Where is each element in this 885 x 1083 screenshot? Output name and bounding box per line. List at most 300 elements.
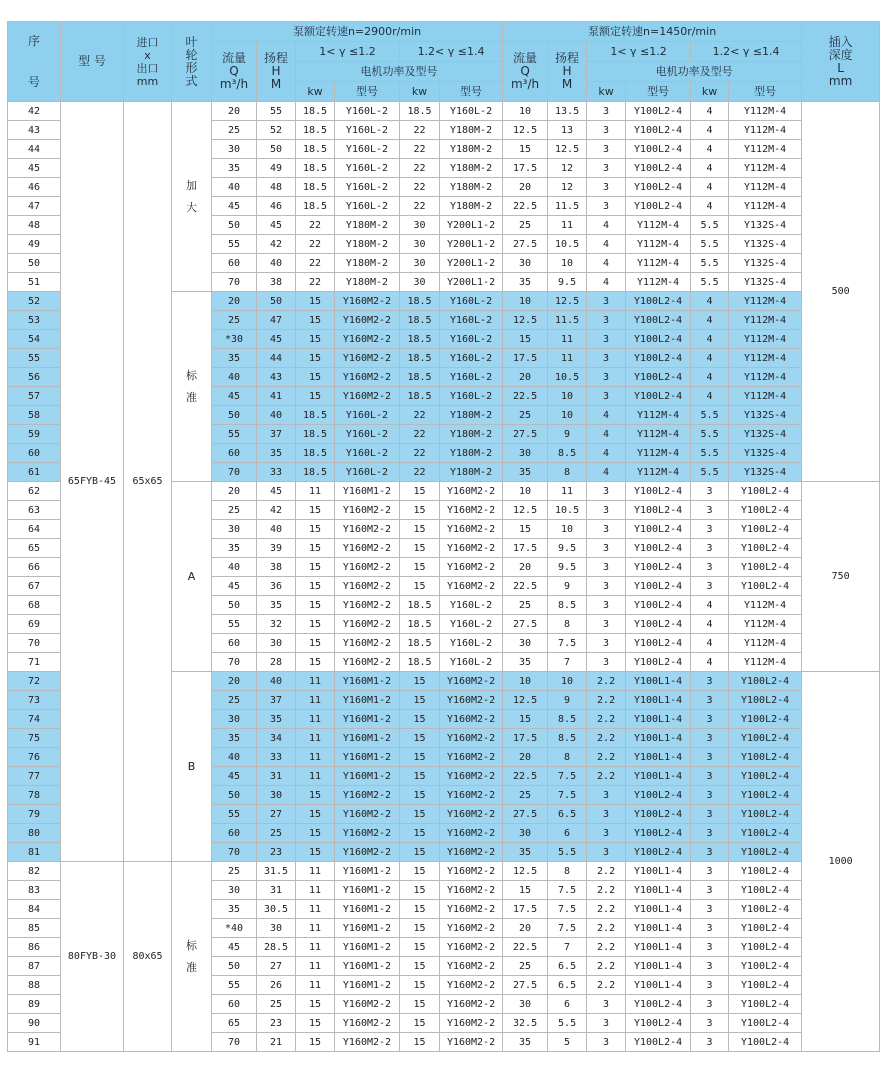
cell-type-2900-b: Y160L-2 <box>440 368 503 387</box>
cell-type-2900-a: Y160M2-2 <box>335 520 400 539</box>
cell-seq: 55 <box>8 349 61 368</box>
cell-head-1450: 7.5 <box>548 900 587 919</box>
cell-flow: 25 <box>212 862 257 881</box>
cell-kw-2900-b: 18.5 <box>400 330 440 349</box>
cell-seq: 71 <box>8 653 61 672</box>
cell-flow-1450: 20 <box>503 748 548 767</box>
cell-type-1450-b: Y112M-4 <box>729 653 802 672</box>
cell-flow: 35 <box>212 900 257 919</box>
cell-type-2900-a: Y160M2-2 <box>335 501 400 520</box>
cell-type-2900-a: Y160L-2 <box>335 140 400 159</box>
cell-kw-2900-b: 18.5 <box>400 615 440 634</box>
cell-type-2900-a: Y160M1-2 <box>335 767 400 786</box>
cell-flow: 50 <box>212 957 257 976</box>
cell-head-1450: 9 <box>548 425 587 444</box>
cell-type-1450-b: Y100L2-4 <box>729 577 802 596</box>
cell-type-1450-a: Y112M-4 <box>626 425 691 444</box>
cell-seq: 78 <box>8 786 61 805</box>
cell-type-1450-b: Y100L2-4 <box>729 1014 802 1033</box>
cell-flow: 35 <box>212 159 257 178</box>
cell-type-2900-b: Y160M2-2 <box>440 843 503 862</box>
cell-flow-1450: 15 <box>503 520 548 539</box>
cell-type-2900-a: Y160L-2 <box>335 425 400 444</box>
cell-kw-1450-a: 2.2 <box>587 976 626 995</box>
cell-type-1450-b: Y100L2-4 <box>729 520 802 539</box>
cell-type-2900-b: Y180M-2 <box>440 463 503 482</box>
cell-kw-1450-a: 3 <box>587 311 626 330</box>
depth-cell: 1000 <box>802 672 880 1052</box>
cell-flow-1450: 17.5 <box>503 539 548 558</box>
cell-kw-2900-a: 15 <box>296 615 335 634</box>
cell-kw-2900-b: 18.5 <box>400 387 440 406</box>
header-kw: kw <box>296 82 335 102</box>
cell-kw-2900-a: 15 <box>296 824 335 843</box>
cell-kw-2900-b: 15 <box>400 919 440 938</box>
header-motor-1450: 电机功率及型号 <box>587 62 802 82</box>
cell-seq: 89 <box>8 995 61 1014</box>
cell-kw-1450-b: 3 <box>691 900 729 919</box>
cell-head: 50 <box>257 292 296 311</box>
cell-type-1450-b: Y112M-4 <box>729 311 802 330</box>
header-inout-l1: 进口 <box>136 35 159 49</box>
cell-kw-2900-b: 15 <box>400 957 440 976</box>
cell-head: 30.5 <box>257 900 296 919</box>
cell-type-1450-a: Y100L2-4 <box>626 1014 691 1033</box>
cell-flow-1450: 20 <box>503 558 548 577</box>
cell-kw-2900-b: 15 <box>400 995 440 1014</box>
impeller-label: A <box>187 569 196 583</box>
cell-kw-1450-a: 3 <box>587 197 626 216</box>
header-depth-l4: mm <box>828 73 853 88</box>
cell-type-2900-a: Y160M2-2 <box>335 292 400 311</box>
cell-head-1450: 11 <box>548 216 587 235</box>
header-speed-1450: 泵额定转速n=1450r/min <box>503 22 802 42</box>
cell-kw-1450-a: 3 <box>587 634 626 653</box>
cell-type-1450-a: Y100L1-4 <box>626 919 691 938</box>
cell-kw-1450-a: 2.2 <box>587 900 626 919</box>
cell-kw-2900-b: 30 <box>400 235 440 254</box>
cell-type-1450-a: Y100L1-4 <box>626 710 691 729</box>
cell-head: 48 <box>257 178 296 197</box>
cell-kw-2900-a: 15 <box>296 539 335 558</box>
cell-kw-2900-a: 15 <box>296 843 335 862</box>
cell-type-2900-a: Y160M2-2 <box>335 577 400 596</box>
cell-kw-1450-b: 4 <box>691 121 729 140</box>
cell-head: 30 <box>257 919 296 938</box>
cell-type-1450-a: Y100L1-4 <box>626 900 691 919</box>
cell-head: 27 <box>257 805 296 824</box>
header-inout-l4: mm <box>136 74 159 88</box>
cell-type-2900-b: Y160M2-2 <box>440 501 503 520</box>
cell-kw-1450-b: 3 <box>691 767 729 786</box>
cell-kw-1450-a: 3 <box>587 596 626 615</box>
cell-kw-2900-a: 22 <box>296 235 335 254</box>
cell-type-1450-a: Y100L1-4 <box>626 881 691 900</box>
cell-kw-1450-a: 3 <box>587 349 626 368</box>
cell-flow: 70 <box>212 463 257 482</box>
cell-head-1450: 5.5 <box>548 843 587 862</box>
cell-kw-2900-a: 15 <box>296 596 335 615</box>
cell-kw-2900-a: 15 <box>296 1014 335 1033</box>
cell-flow: 65 <box>212 1014 257 1033</box>
cell-type-2900-a: Y180M-2 <box>335 235 400 254</box>
cell-head: 26 <box>257 976 296 995</box>
cell-seq: 61 <box>8 463 61 482</box>
cell-type-2900-a: Y160M2-2 <box>335 330 400 349</box>
cell-kw-2900-b: 15 <box>400 710 440 729</box>
header-head-symbol: H <box>271 64 281 78</box>
cell-type-1450-b: Y100L2-4 <box>729 862 802 881</box>
cell-seq: 88 <box>8 976 61 995</box>
cell-seq: 84 <box>8 900 61 919</box>
cell-type-1450-b: Y132S-4 <box>729 273 802 292</box>
cell-head: 36 <box>257 577 296 596</box>
cell-seq: 86 <box>8 938 61 957</box>
cell-seq: 58 <box>8 406 61 425</box>
cell-type-2900-b: Y180M-2 <box>440 425 503 444</box>
spec-table-container <box>7 21 878 1052</box>
cell-head-1450: 11 <box>548 330 587 349</box>
cell-kw-2900-b: 22 <box>400 178 440 197</box>
cell-head: 45 <box>257 330 296 349</box>
cell-head-1450: 8 <box>548 463 587 482</box>
cell-type-2900-b: Y160M2-2 <box>440 672 503 691</box>
cell-kw-1450-a: 3 <box>587 178 626 197</box>
cell-seq: 56 <box>8 368 61 387</box>
cell-type-1450-b: Y112M-4 <box>729 121 802 140</box>
cell-seq: 77 <box>8 767 61 786</box>
cell-head-1450: 8 <box>548 862 587 881</box>
cell-type-1450-a: Y100L1-4 <box>626 957 691 976</box>
cell-seq: 50 <box>8 254 61 273</box>
cell-kw-2900-a: 18.5 <box>296 406 335 425</box>
cell-head-1450: 12 <box>548 159 587 178</box>
cell-kw-1450-b: 3 <box>691 995 729 1014</box>
cell-kw-2900-b: 15 <box>400 729 440 748</box>
cell-type-1450-b: Y132S-4 <box>729 463 802 482</box>
cell-kw-1450-a: 2.2 <box>587 862 626 881</box>
cell-flow-1450: 15 <box>503 881 548 900</box>
cell-flow-1450: 12.5 <box>503 862 548 881</box>
cell-kw-1450-a: 2.2 <box>587 957 626 976</box>
header-impeller-l1: 叶 <box>185 34 198 49</box>
cell-flow: 55 <box>212 976 257 995</box>
cell-kw-1450-b: 3 <box>691 881 729 900</box>
cell-kw-1450-a: 2.2 <box>587 881 626 900</box>
cell-type-1450-b: Y100L2-4 <box>729 1033 802 1052</box>
cell-type-2900-a: Y180M-2 <box>335 216 400 235</box>
cell-flow: 50 <box>212 596 257 615</box>
cell-flow-1450: 22.5 <box>503 938 548 957</box>
cell-kw-1450-b: 4 <box>691 140 729 159</box>
cell-type-1450-b: Y112M-4 <box>729 387 802 406</box>
cell-kw-2900-b: 15 <box>400 881 440 900</box>
cell-kw-1450-b: 4 <box>691 349 729 368</box>
cell-flow-1450: 35 <box>503 463 548 482</box>
cell-kw-2900-a: 15 <box>296 995 335 1014</box>
cell-flow-1450: 35 <box>503 653 548 672</box>
cell-type-1450-a: Y100L2-4 <box>626 292 691 311</box>
cell-type-1450-a: Y100L1-4 <box>626 672 691 691</box>
cell-kw-2900-b: 15 <box>400 767 440 786</box>
cell-kw-1450-b: 4 <box>691 634 729 653</box>
header-head-1450 <box>548 42 587 102</box>
cell-kw-2900-a: 11 <box>296 767 335 786</box>
header-inout-l2: x <box>144 48 151 62</box>
cell-kw-1450-b: 4 <box>691 653 729 672</box>
cell-flow: 55 <box>212 615 257 634</box>
cell-type-1450-a: Y100L2-4 <box>626 178 691 197</box>
cell-type-2900-a: Y160L-2 <box>335 159 400 178</box>
cell-type-1450-a: Y112M-4 <box>626 444 691 463</box>
cell-flow: 30 <box>212 710 257 729</box>
cell-type-2900-a: Y160L-2 <box>335 121 400 140</box>
impeller-cell <box>172 292 212 482</box>
cell-type-2900-a: Y160M2-2 <box>335 1014 400 1033</box>
cell-kw-1450-a: 3 <box>587 159 626 178</box>
cell-flow: 60 <box>212 254 257 273</box>
cell-type-1450-b: Y100L2-4 <box>729 919 802 938</box>
cell-type-1450-a: Y100L2-4 <box>626 159 691 178</box>
cell-kw-2900-a: 15 <box>296 387 335 406</box>
impeller-label: B <box>187 759 196 773</box>
cell-kw-2900-a: 18.5 <box>296 463 335 482</box>
cell-head: 35 <box>257 444 296 463</box>
cell-head-1450: 11.5 <box>548 197 587 216</box>
cell-flow: 25 <box>212 501 257 520</box>
cell-head-1450: 6.5 <box>548 976 587 995</box>
cell-head-1450: 7.5 <box>548 786 587 805</box>
cell-kw-2900-b: 22 <box>400 463 440 482</box>
impeller-cell <box>172 862 212 1052</box>
cell-kw-2900-b: 18.5 <box>400 349 440 368</box>
cell-kw-2900-a: 11 <box>296 748 335 767</box>
cell-type-2900-a: Y160M1-2 <box>335 919 400 938</box>
cell-kw-2900-b: 30 <box>400 273 440 292</box>
cell-type-2900-b: Y160M2-2 <box>440 805 503 824</box>
cell-kw-2900-b: 15 <box>400 501 440 520</box>
header-type: 型号 <box>335 82 400 102</box>
header-range1-2900: 1< γ ≤1.2 <box>296 42 400 62</box>
cell-kw-1450-a: 4 <box>587 235 626 254</box>
cell-flow-1450: 32.5 <box>503 1014 548 1033</box>
cell-seq: 66 <box>8 558 61 577</box>
cell-head-1450: 5 <box>548 1033 587 1052</box>
cell-flow: 60 <box>212 995 257 1014</box>
cell-seq: 62 <box>8 482 61 501</box>
cell-head: 55 <box>257 102 296 121</box>
cell-type-2900-b: Y160L-2 <box>440 349 503 368</box>
cell-kw-2900-a: 15 <box>296 653 335 672</box>
cell-flow-1450: 12.5 <box>503 691 548 710</box>
cell-flow: 50 <box>212 406 257 425</box>
cell-kw-2900-a: 11 <box>296 900 335 919</box>
cell-type-1450-b: Y112M-4 <box>729 596 802 615</box>
cell-type-2900-b: Y160M2-2 <box>440 1033 503 1052</box>
cell-type-2900-a: Y160M1-2 <box>335 672 400 691</box>
cell-head-1450: 7.5 <box>548 634 587 653</box>
cell-flow: 25 <box>212 311 257 330</box>
cell-seq: 46 <box>8 178 61 197</box>
cell-type-2900-b: Y160M2-2 <box>440 957 503 976</box>
cell-kw-1450-a: 3 <box>587 805 626 824</box>
cell-type-2900-b: Y160L-2 <box>440 311 503 330</box>
cell-kw-1450-a: 3 <box>587 102 626 121</box>
cell-type-2900-a: Y160M2-2 <box>335 634 400 653</box>
header-kw: kw <box>400 82 440 102</box>
cell-head: 33 <box>257 463 296 482</box>
cell-type-1450-a: Y100L2-4 <box>626 197 691 216</box>
cell-type-1450-a: Y100L2-4 <box>626 558 691 577</box>
cell-head: 47 <box>257 311 296 330</box>
cell-type-2900-b: Y160M2-2 <box>440 786 503 805</box>
header-flow-2900 <box>212 42 257 102</box>
cell-kw-2900-b: 18.5 <box>400 653 440 672</box>
cell-type-1450-a: Y100L2-4 <box>626 349 691 368</box>
cell-type-2900-b: Y160M2-2 <box>440 881 503 900</box>
cell-head-1450: 12 <box>548 178 587 197</box>
cell-kw-2900-b: 15 <box>400 824 440 843</box>
header-seq <box>8 22 61 102</box>
cell-kw-2900-b: 15 <box>400 539 440 558</box>
cell-seq: 43 <box>8 121 61 140</box>
cell-kw-1450-b: 3 <box>691 938 729 957</box>
cell-kw-2900-b: 15 <box>400 805 440 824</box>
cell-head: 41 <box>257 387 296 406</box>
cell-head-1450: 9 <box>548 577 587 596</box>
cell-flow-1450: 27.5 <box>503 805 548 824</box>
cell-type-2900-a: Y160L-2 <box>335 197 400 216</box>
cell-kw-1450-b: 4 <box>691 368 729 387</box>
cell-kw-1450-a: 3 <box>587 558 626 577</box>
cell-kw-2900-a: 15 <box>296 805 335 824</box>
cell-type-2900-a: Y160M2-2 <box>335 539 400 558</box>
cell-kw-2900-a: 11 <box>296 729 335 748</box>
cell-type-1450-a: Y100L2-4 <box>626 102 691 121</box>
cell-head: 31 <box>257 881 296 900</box>
cell-type-1450-b: Y112M-4 <box>729 178 802 197</box>
cell-head-1450: 8.5 <box>548 444 587 463</box>
cell-head-1450: 7 <box>548 653 587 672</box>
cell-flow-1450: 35 <box>503 1033 548 1052</box>
cell-flow-1450: 12.5 <box>503 501 548 520</box>
cell-flow: *40 <box>212 919 257 938</box>
impeller-label: 标准 <box>186 938 197 974</box>
cell-seq: 75 <box>8 729 61 748</box>
cell-flow-1450: 17.5 <box>503 349 548 368</box>
cell-kw-1450-b: 4 <box>691 159 729 178</box>
cell-type-1450-a: Y100L2-4 <box>626 520 691 539</box>
cell-kw-1450-b: 5.5 <box>691 235 729 254</box>
cell-type-2900-a: Y160M1-2 <box>335 881 400 900</box>
header-depth-l1: 插入 <box>828 34 853 49</box>
cell-flow-1450: 22.5 <box>503 197 548 216</box>
cell-head-1450: 6 <box>548 824 587 843</box>
cell-kw-1450-a: 3 <box>587 995 626 1014</box>
cell-type-1450-a: Y100L2-4 <box>626 805 691 824</box>
cell-flow-1450: 30 <box>503 254 548 273</box>
cell-kw-2900-b: 15 <box>400 691 440 710</box>
cell-seq: 67 <box>8 577 61 596</box>
cell-kw-2900-a: 18.5 <box>296 444 335 463</box>
cell-seq: 47 <box>8 197 61 216</box>
cell-type-1450-a: Y112M-4 <box>626 406 691 425</box>
cell-seq: 79 <box>8 805 61 824</box>
cell-kw-1450-b: 3 <box>691 672 729 691</box>
cell-head-1450: 13 <box>548 121 587 140</box>
cell-type-2900-b: Y160L-2 <box>440 292 503 311</box>
cell-flow: 50 <box>212 786 257 805</box>
cell-head: 39 <box>257 539 296 558</box>
cell-type-2900-b: Y160M2-2 <box>440 1014 503 1033</box>
cell-kw-1450-a: 2.2 <box>587 938 626 957</box>
cell-seq: 53 <box>8 311 61 330</box>
header-depth-l2: 深度 <box>828 47 853 62</box>
cell-flow-1450: 10 <box>503 482 548 501</box>
cell-kw-1450-a: 3 <box>587 140 626 159</box>
cell-type-2900-a: Y160M1-2 <box>335 748 400 767</box>
cell-head-1450: 11.5 <box>548 311 587 330</box>
cell-kw-2900-b: 18.5 <box>400 292 440 311</box>
cell-head-1450: 7.5 <box>548 919 587 938</box>
cell-type-2900-b: Y160M2-2 <box>440 539 503 558</box>
cell-flow: 40 <box>212 748 257 767</box>
cell-type-1450-b: Y112M-4 <box>729 140 802 159</box>
cell-flow-1450: 15 <box>503 140 548 159</box>
cell-type-1450-a: Y100L2-4 <box>626 843 691 862</box>
cell-type-2900-b: Y160M2-2 <box>440 767 503 786</box>
cell-kw-1450-b: 3 <box>691 710 729 729</box>
cell-head: 42 <box>257 501 296 520</box>
cell-kw-1450-b: 3 <box>691 501 729 520</box>
cell-head-1450: 8.5 <box>548 596 587 615</box>
table-body <box>8 102 880 1052</box>
impeller-cell <box>172 672 212 862</box>
cell-type-1450-b: Y100L2-4 <box>729 843 802 862</box>
cell-seq: 69 <box>8 615 61 634</box>
impeller-label: 加大 <box>186 178 197 214</box>
header-kw: kw <box>691 82 729 102</box>
cell-kw-2900-a: 11 <box>296 710 335 729</box>
cell-flow: 35 <box>212 539 257 558</box>
cell-flow-1450: 17.5 <box>503 159 548 178</box>
cell-seq: 76 <box>8 748 61 767</box>
cell-kw-1450-b: 3 <box>691 520 729 539</box>
cell-type-1450-a: Y100L1-4 <box>626 938 691 957</box>
cell-head: 32 <box>257 615 296 634</box>
cell-kw-1450-b: 3 <box>691 824 729 843</box>
cell-type-2900-b: Y180M-2 <box>440 197 503 216</box>
cell-flow: 60 <box>212 634 257 653</box>
cell-type-1450-a: Y100L2-4 <box>626 539 691 558</box>
header-head-label: 扬程 <box>263 51 288 65</box>
cell-kw-1450-a: 3 <box>587 824 626 843</box>
cell-type-1450-a: Y100L2-4 <box>626 1033 691 1052</box>
cell-type-1450-a: Y100L1-4 <box>626 691 691 710</box>
cell-kw-2900-b: 22 <box>400 406 440 425</box>
cell-kw-2900-a: 18.5 <box>296 102 335 121</box>
cell-flow-1450: 20 <box>503 178 548 197</box>
cell-kw-1450-a: 2.2 <box>587 691 626 710</box>
depth-cell: 500 <box>802 102 880 482</box>
cell-kw-1450-b: 5.5 <box>691 463 729 482</box>
cell-head-1450: 10 <box>548 520 587 539</box>
cell-kw-2900-a: 18.5 <box>296 121 335 140</box>
cell-flow-1450: 12.5 <box>503 121 548 140</box>
cell-type-2900-a: Y160L-2 <box>335 178 400 197</box>
cell-flow: 45 <box>212 938 257 957</box>
cell-kw-2900-a: 15 <box>296 786 335 805</box>
